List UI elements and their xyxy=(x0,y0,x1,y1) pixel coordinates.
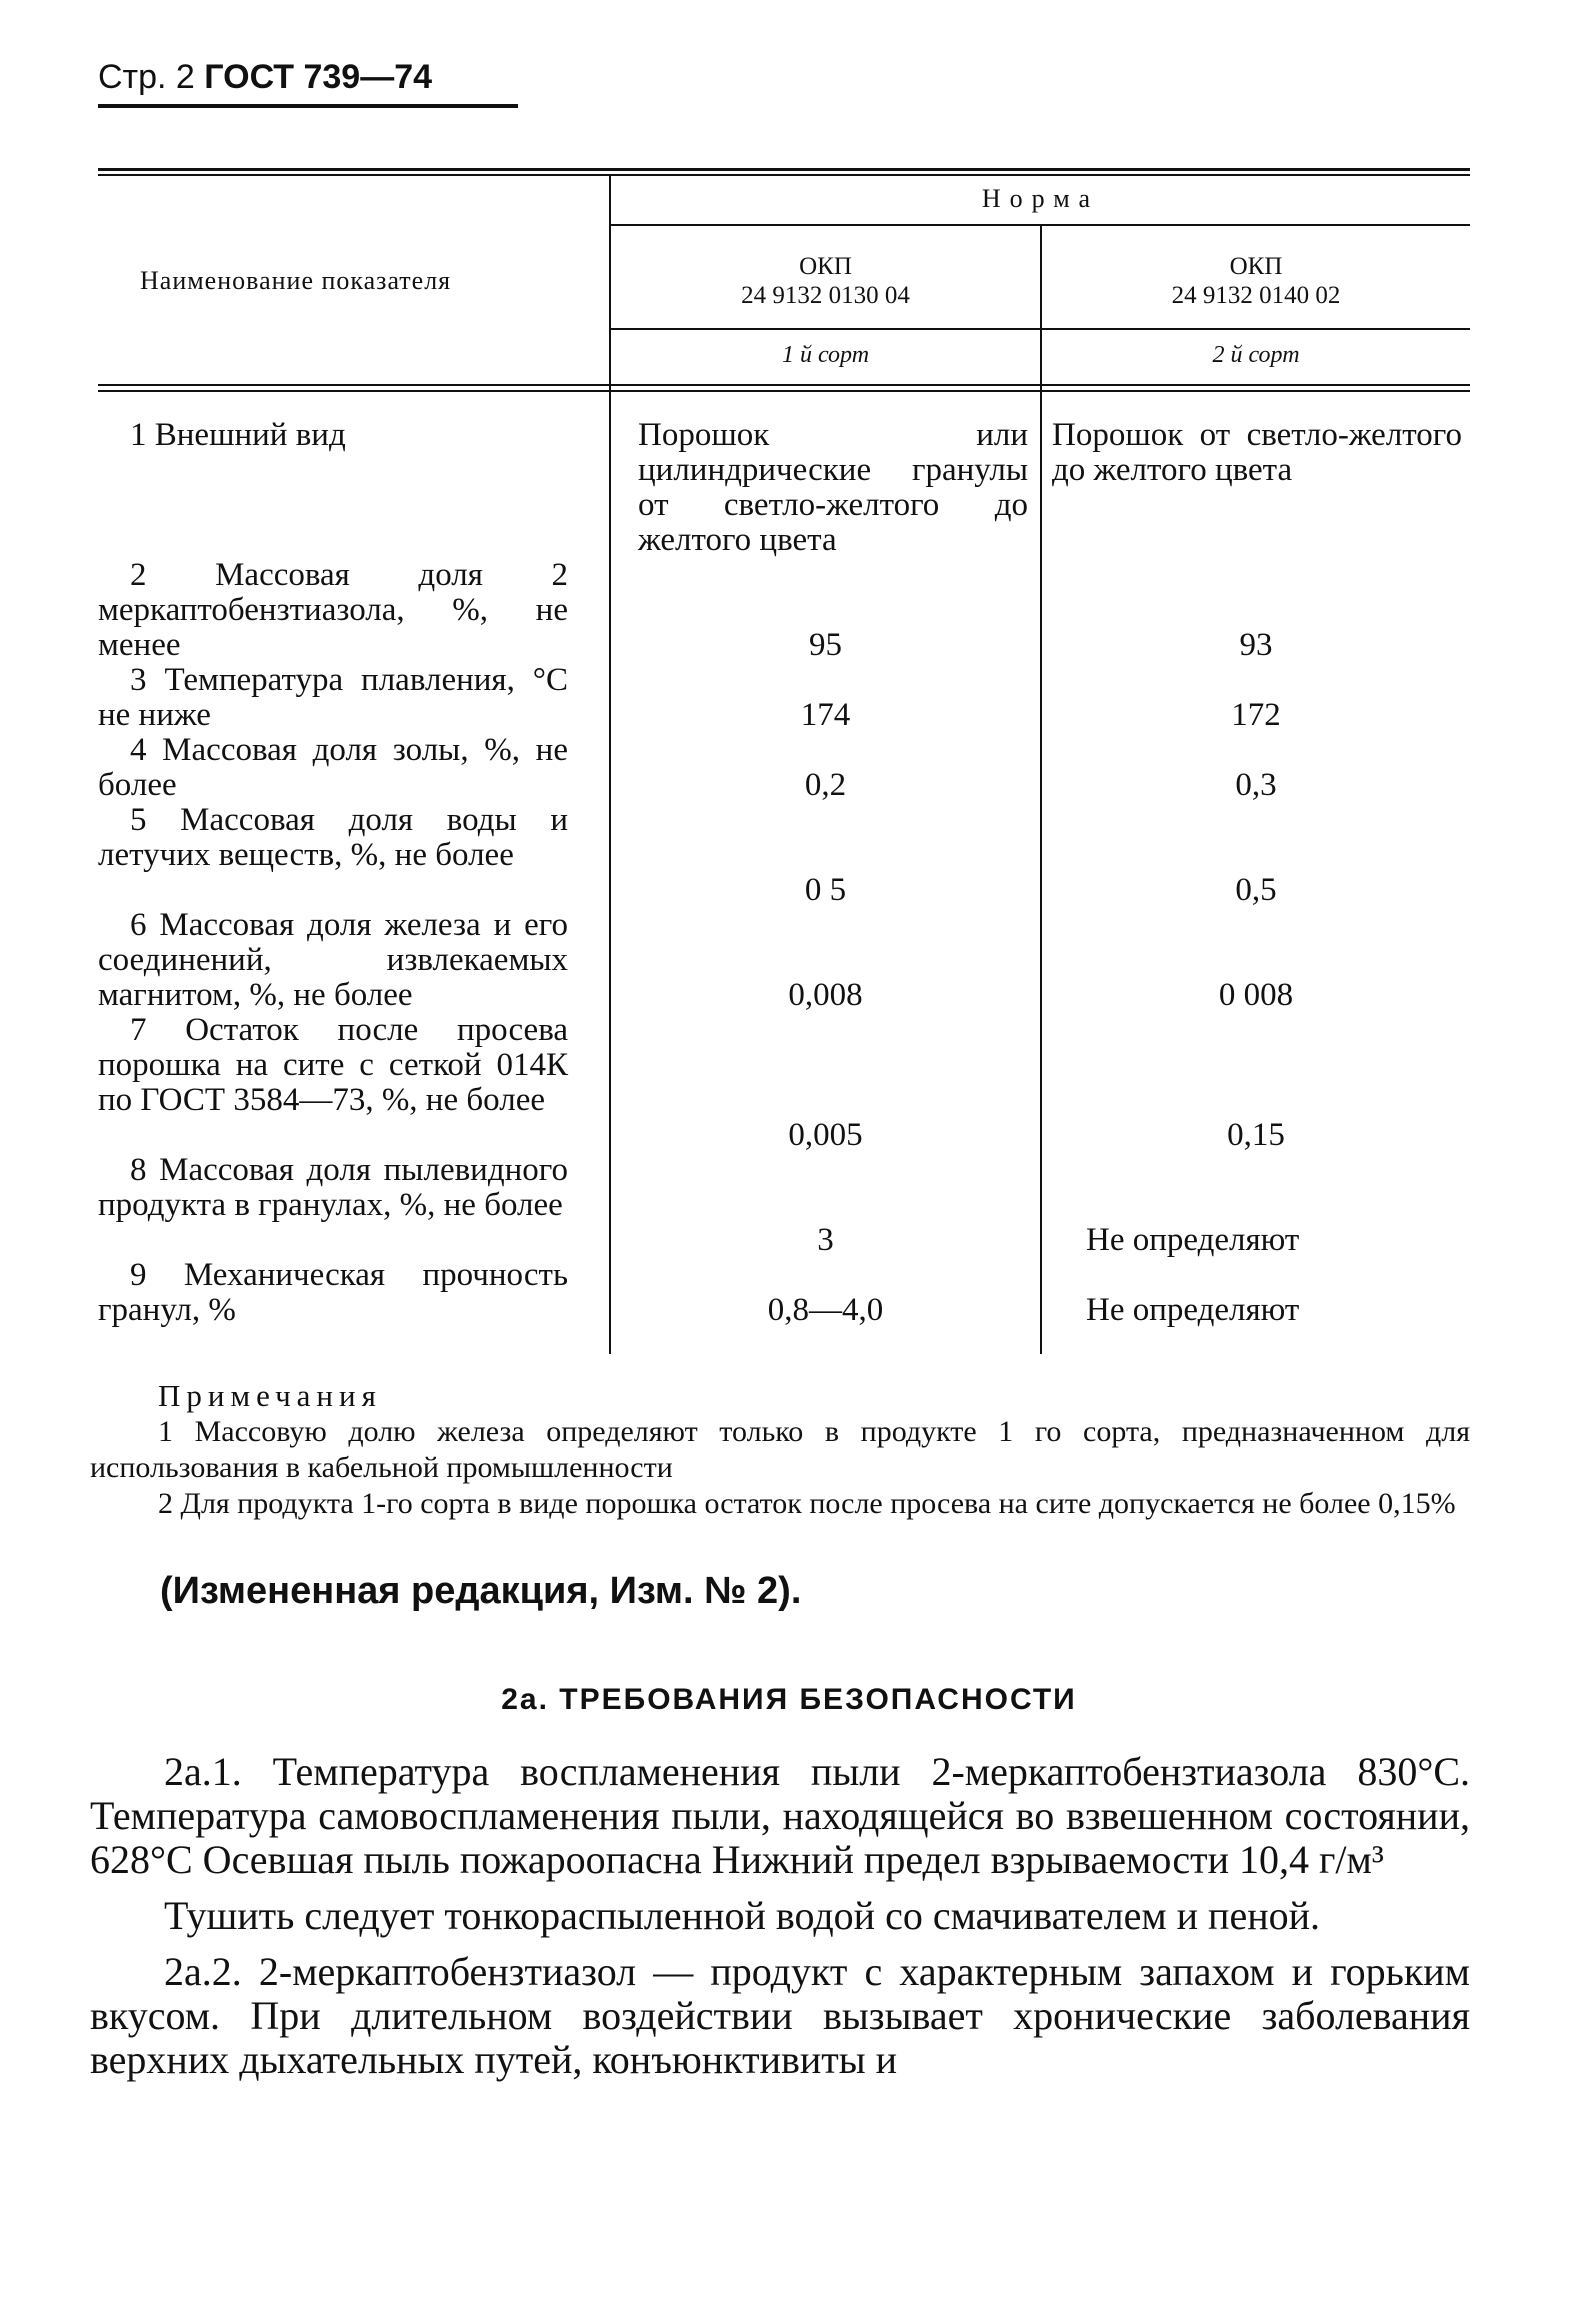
table-row-v2: 93 xyxy=(1239,627,1273,663)
okp-label-1: ОКП xyxy=(799,253,852,280)
note-item: 1 Массовую долю железа определяют только в продукте 1 го сорта, предназначенном для использования в кабельной промышленности xyxy=(90,1415,1470,1484)
table-row-name: 2 Массовая доля 2 меркаптобензтиазола, %, не менее xyxy=(98,557,568,663)
table-row-name: 5 Массовая доля воды и летучих веществ, %, не более xyxy=(98,802,568,873)
table-row-v1: 174 xyxy=(800,697,851,733)
table-row-v2: Не определяют xyxy=(1086,1292,1300,1328)
amendment-note: (Измененная редакция, Изм. № 2). xyxy=(160,1570,802,1612)
table-row-v2: 172 xyxy=(1231,697,1281,733)
table-top-rule-inner xyxy=(98,174,1470,176)
table-row-v2: Порошок от светло-желтого до желтого цвета xyxy=(1052,417,1462,488)
table-row-name: 7 Остаток после просева порошка на сите с сеткой 014К по ГОСТ 3584—73, %, не более xyxy=(98,1012,568,1118)
paragraph: Тушить следует тонкораспыленной водой со смачивателем и пеной. xyxy=(164,1893,1321,1938)
header-bottom-rule xyxy=(98,384,1470,386)
column-header-norm: Норма xyxy=(981,184,1100,213)
table-row-v1: Порошок или цилиндрические гранулы от светло-желтого до желтого цвета xyxy=(638,417,1028,558)
table-row-v2: 0,15 xyxy=(1227,1117,1285,1153)
norm-rule xyxy=(611,224,1470,226)
page-header xyxy=(98,58,432,97)
table-row-v2: Не определяют xyxy=(1086,1222,1300,1258)
table-row-v1: 0 5 xyxy=(804,872,847,908)
table-notes xyxy=(90,1378,1470,1522)
table-row-v1: 0,8—4,0 xyxy=(767,1292,884,1328)
table-row-name: 8 Массовая доля пылевидного продукта в гранулах, %, не более xyxy=(98,1152,568,1223)
table-row-v2: 0,3 xyxy=(1235,767,1277,803)
table-row-name: 6 Массовая доля железа и его соединений, извлекаемых магнитом, %, не более xyxy=(98,907,568,1013)
header-rule xyxy=(98,104,518,108)
paragraph: 2а.2. 2-меркаптобензтиазол — продукт с характерным запахом и горьким вкусом. При длительном воздействии вызывает хронические заболевания верхних дыхательных путей, конъюнктивиты и xyxy=(90,1949,1470,2082)
table-row-v1: 3 xyxy=(817,1222,834,1258)
paragraph: 2а.1. Температура воспламенения пыли 2-меркаптобензтиазола 830°С. Температура самовоспламенения пыли, находящейся во взвешенном состоянии, 628°С Осевшая пыль пожароопасна Нижний предел взрываемости 10,4 г/м³ xyxy=(90,1749,1470,1882)
table-row-name: 1 Внешний вид xyxy=(130,417,346,453)
grade-1: 1 й сорт xyxy=(781,342,870,368)
section-title: 2а. ТРЕБОВАНИЯ БЕЗОПАСНОСТИ xyxy=(501,1683,1077,1716)
table-row-v1: 0,008 xyxy=(788,977,863,1013)
table-top-rule xyxy=(98,168,1470,171)
column-header-name: Наименование показателя xyxy=(140,266,452,295)
okp-label-2: ОКП xyxy=(1229,253,1283,280)
table-row-name: 3 Температура плавления, °С не ниже xyxy=(98,662,568,733)
table-row-v2: 0,5 xyxy=(1235,872,1277,908)
notes-title: Примечания xyxy=(158,1378,382,1413)
okp-code-2: 24 9132 0140 02 xyxy=(1171,282,1341,309)
okp-column-1 xyxy=(611,252,1040,310)
okp-code-1: 24 9132 0130 04 xyxy=(741,282,910,309)
okp-column-2 xyxy=(1042,252,1470,310)
table-row-v1: 0,2 xyxy=(804,767,847,803)
section-body xyxy=(90,1750,1470,2082)
table-row-name: 9 Механическая прочность гранул, % xyxy=(98,1257,568,1328)
header-bottom-rule-2 xyxy=(98,390,1470,392)
page-number: Стр. 2 xyxy=(98,58,195,96)
table-row-v2: 0 008 xyxy=(1218,977,1294,1013)
okp-rule xyxy=(611,328,1470,330)
standard-number: ГОСТ 739—74 xyxy=(204,58,433,96)
specification-table xyxy=(98,168,1470,1358)
note-item: 2 Для продукта 1-го сорта в виде порошка остаток после просева на сите допускается не более 0,15% xyxy=(158,1487,1456,1520)
table-row-v1: 0,005 xyxy=(788,1117,863,1153)
table-row-v1: 95 xyxy=(809,627,842,663)
grade-2: 2 й сорт xyxy=(1212,342,1300,368)
table-row-name: 4 Массовая доля золы, %, не более xyxy=(98,732,568,803)
